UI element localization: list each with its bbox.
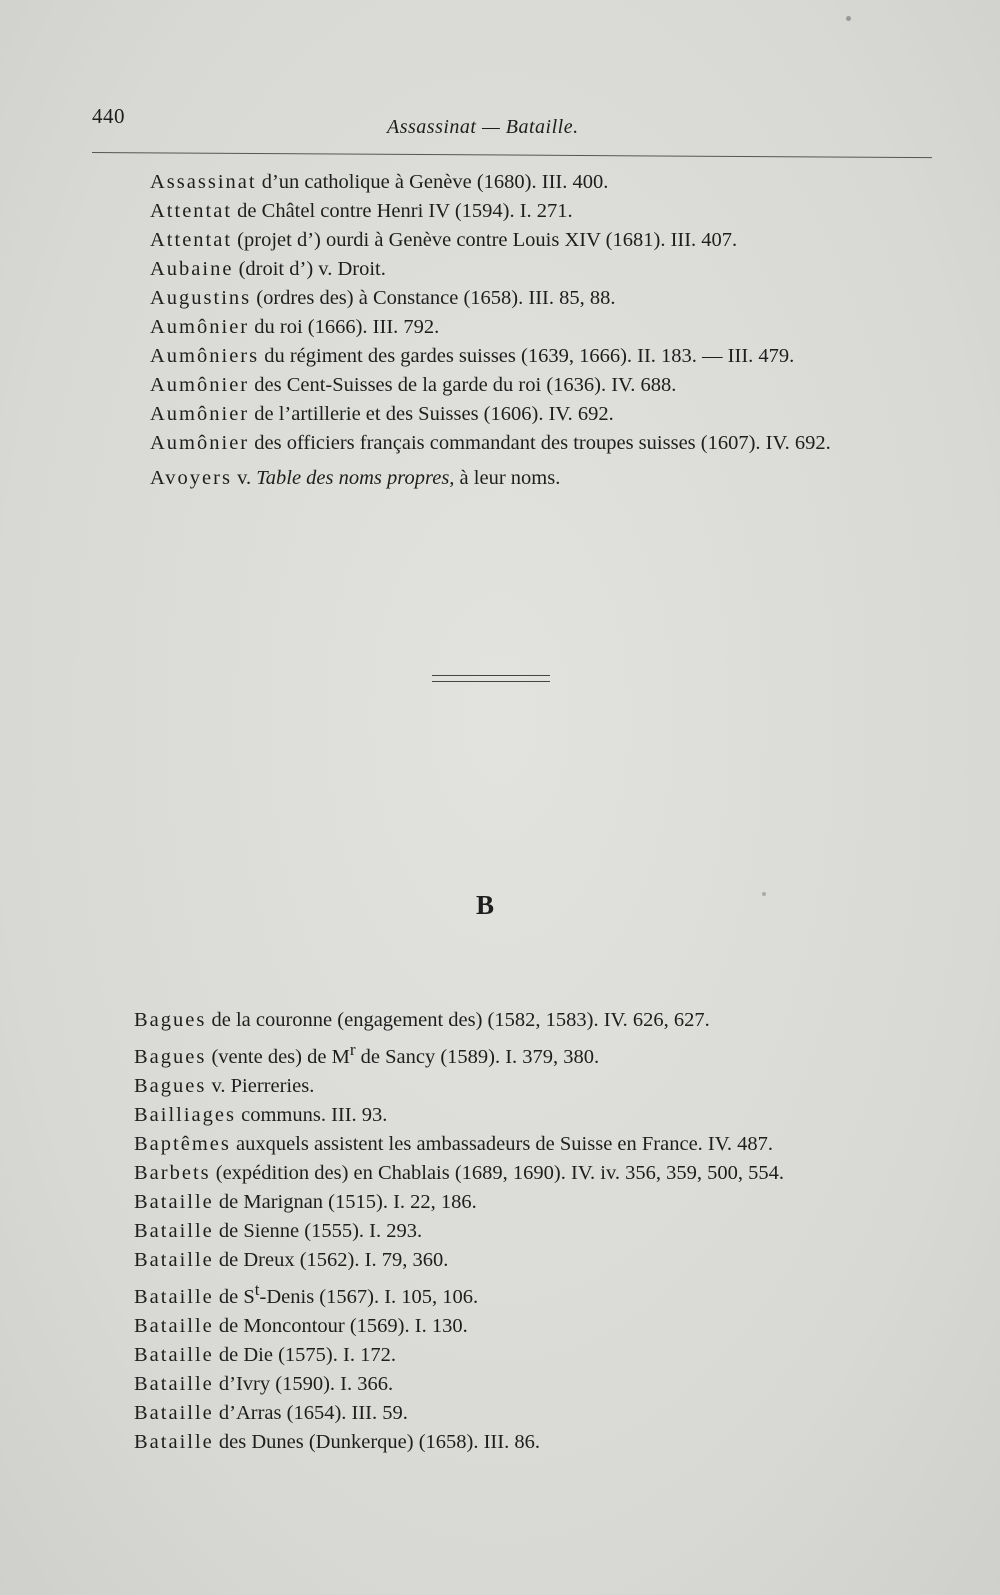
entry-text-pre: de S [213,1285,255,1308]
section-a-entries [0,168,1000,493]
entry-text: de l’artillerie et des Suisses (1606). IV. 692. [249,403,614,425]
entry-superscript: t [254,1279,260,1299]
index-entry [150,226,980,255]
section-b-entries [0,1006,1000,1457]
page-header [92,100,932,160]
index-entry [134,1275,984,1312]
entry-text: auxquels assistent les ambassadeurs de Suisse en France. IV. 487. [230,1132,774,1155]
section-letter-heading: B [476,890,495,920]
index-entry [134,1006,984,1035]
entry-superscript: r [349,1040,356,1059]
entry-headword: Bataille [134,1285,214,1308]
entry-headword: Aumônier [150,374,250,396]
entry-headword: Aumônier [150,403,250,425]
index-entry [150,371,980,400]
entry-text: des Dunes (Dunkerque) (1658). III. 86. [213,1430,540,1453]
entry-headword: Bataille [134,1343,214,1366]
entry-text: de Die (1575). I. 172. [213,1343,396,1366]
section-divider [432,675,550,682]
paper-speck [762,892,766,896]
entry-text: du régiment des gardes suisses (1639, 1666). II. 183. — III. 479. [259,345,795,367]
entry-text-post: -Denis (1567). I. 105, 106. [259,1285,479,1308]
entry-headword: Assassinat [150,171,257,193]
index-entry [150,284,980,313]
entry-text: v. Pierreries. [206,1074,315,1097]
entry-text: (expédition des) en Chablais (1689, 1690). IV. iv. 356, 359, 500, 554. [210,1161,784,1184]
entry-headword: Bataille [134,1248,214,1271]
entry-headword: Bagues [134,1009,207,1031]
entry-headword: Bagues [134,1074,207,1097]
index-entry [150,168,980,197]
index-entry [150,255,980,284]
index-entry [134,1159,984,1188]
entry-text: du roi (1666). III. 792. [249,316,440,338]
entry-headword: Aumônier [150,316,250,338]
entry-text: d’un catholique à Genève (1680). III. 400. [256,171,609,193]
entry-cross-reference: Table des noms propres, [256,467,455,489]
entry-text: (droit d’) v. Droit. [233,258,386,280]
index-entry [134,1370,984,1399]
entry-text-pre: (vente des) de M [206,1045,350,1068]
entry-headword: Bagues [134,1045,207,1068]
header-rule [92,152,932,158]
entry-text: de Moncontour (1569). I. 130. [213,1314,468,1337]
entry-text: (ordres des) à Constance (1658). III. 85, 88. [251,287,616,309]
entry-text: de Châtel contre Henri IV (1594). I. 271. [232,200,573,222]
index-entry [150,464,980,493]
entry-text-pre: v. [231,467,257,489]
entry-headword: Bataille [134,1190,214,1213]
entry-headword: Bataille [134,1219,214,1242]
entry-text-post: de Sancy (1589). I. 379, 380. [355,1045,600,1068]
entry-text: (projet d’) ourdi à Genève contre Louis XIV (1681). III. 407. [232,229,738,251]
index-entry [134,1399,984,1428]
page-number: 440 [92,104,125,128]
index-entry [150,429,980,458]
index-entry [134,1428,984,1457]
entry-text: des Cent-Suisses de la garde du roi (1636). IV. 688. [249,374,677,396]
entry-headword: Aumônier [150,432,250,454]
entry-headword: Attentat [150,229,233,251]
entry-text: de Dreux (1562). I. 79, 360. [213,1248,449,1271]
entry-text: des officiers français commandant des troupes suisses (1607). IV. 692. [249,432,831,454]
index-entry [134,1101,984,1130]
entry-text: de Sienne (1555). I. 293. [213,1219,423,1242]
index-entry [134,1188,984,1217]
entry-headword: Baptêmes [134,1132,231,1155]
entry-headword: Bataille [134,1372,214,1395]
index-entry [134,1130,984,1159]
entry-headword: Aubaine [150,258,234,280]
index-entry [150,342,980,371]
entry-headword: Bataille [134,1401,214,1424]
entry-headword: Avoyers [150,467,232,489]
entry-headword: Bataille [134,1430,214,1453]
entry-headword: Attentat [150,200,233,222]
running-title: Assassinat — Bataille. [387,116,579,138]
index-entry [134,1035,984,1072]
entry-headword: Bataille [134,1314,214,1337]
entry-text-post: à leur noms. [454,467,561,489]
index-entry [134,1072,984,1101]
entry-headword: Bailliages [134,1103,236,1126]
entry-headword: Augustins [150,287,252,309]
index-entry [134,1341,984,1370]
index-entry [150,197,980,226]
index-entry [134,1312,984,1341]
entry-text: d’Ivry (1590). I. 366. [213,1372,394,1395]
entry-headword: Barbets [134,1161,211,1184]
paper-speck [846,16,851,21]
index-entry [150,313,980,342]
entry-text: d’Arras (1654). III. 59. [213,1401,408,1424]
entry-text: de Marignan (1515). I. 22, 186. [213,1190,477,1213]
index-entry [150,400,980,429]
entry-text: communs. III. 93. [235,1103,388,1126]
index-entry [134,1246,984,1275]
index-entry [134,1217,984,1246]
entry-text: de la couronne (engagement des) (1582, 1583). IV. 626, 627. [206,1009,710,1031]
entry-headword: Aumôniers [150,345,260,367]
